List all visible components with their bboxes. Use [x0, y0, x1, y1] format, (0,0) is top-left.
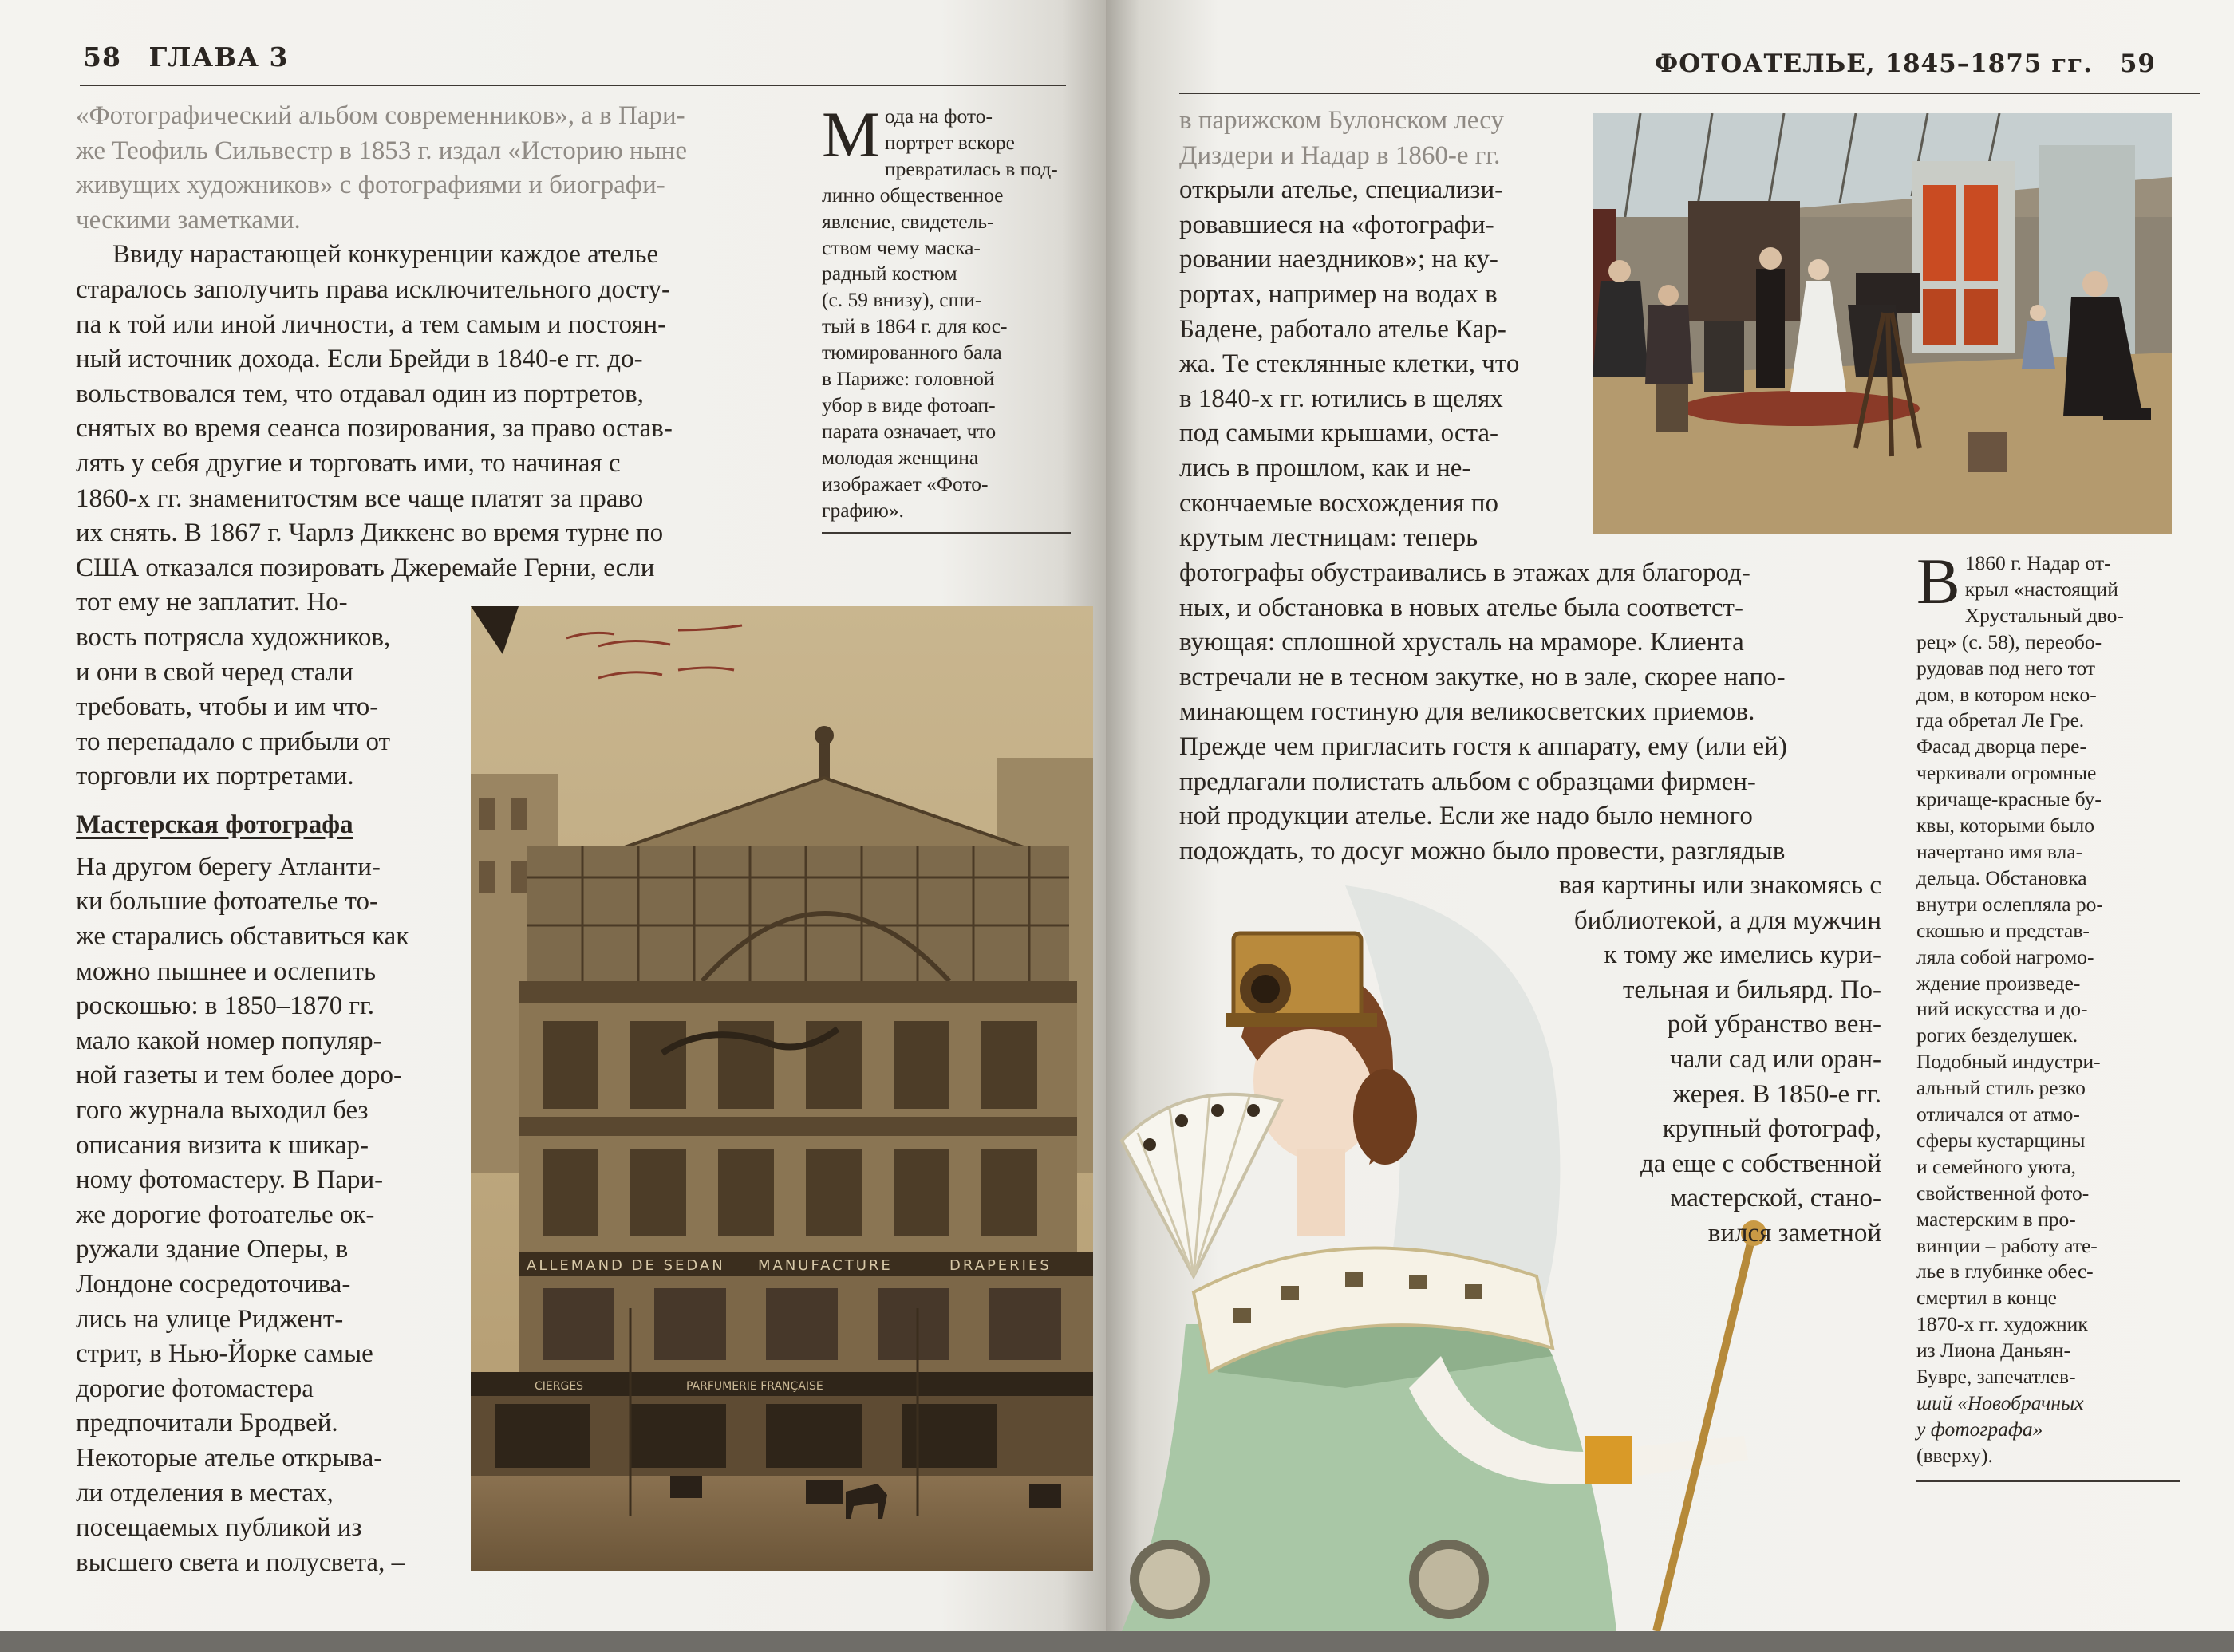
text-line: дорогие фотомастера — [76, 1374, 314, 1403]
caption-line: ший «Новобрачных — [1916, 1391, 2084, 1414]
studio-illustration — [1593, 113, 2172, 534]
right-chapter-title: ФОТОАТЕЛЬЕ, 1845–1875 гг. — [1654, 49, 2094, 78]
text-line: ружали здание Оперы, в — [76, 1235, 349, 1264]
caption-line: 1870-х гг. художник — [1916, 1312, 2088, 1336]
caption-line: портрет вскоре — [884, 130, 1015, 154]
text-line: ли отделения в местах, — [76, 1478, 334, 1508]
text-line: па к той или иной личности, а тем самым и постоян- — [76, 310, 667, 339]
text-line: лять у себя другие и торговать ими, то начиная с — [76, 448, 621, 478]
caption-line: отличался от атмо- — [1916, 1102, 2080, 1126]
sign-text: ALLEMAND DE SEDAN — [527, 1257, 725, 1274]
text-line: гого журнала выходил без — [76, 1096, 369, 1126]
text-line: минающем гостиную для великосветских приемов. — [1179, 697, 1755, 727]
caption-line: сферы кустарщины — [1916, 1128, 2086, 1152]
caption-line: 1860 г. Надар от- — [1964, 551, 2111, 574]
right-page — [1106, 0, 2234, 1631]
caption-line: рудовав под него тот — [1916, 656, 2096, 680]
caption-line: скошью и представ- — [1916, 918, 2090, 942]
text-line: да еще с собственной — [1640, 1149, 1881, 1178]
text-line: жерея. В 1850-е гг. — [1672, 1079, 1881, 1109]
caption-line: Фасад дворца пере- — [1916, 735, 2086, 759]
text-line: мастерской, стано- — [1670, 1184, 1881, 1213]
right-running-head — [1655, 49, 2156, 78]
text-line: ному фотомастеру. В Пари- — [76, 1165, 384, 1195]
text-line: На другом берегу Атланти- — [76, 852, 381, 881]
text-line: старалось заполучить права исключительного досту- — [76, 274, 670, 304]
caption-line: радный костюм — [822, 262, 957, 286]
text-line: же Теофиль Сильвестр в 1853 г. издал «Историю ныне — [76, 136, 687, 165]
caption-line: рогих безделушек. — [1916, 1023, 2078, 1047]
left-caption-rule — [822, 532, 1071, 534]
text-line: Диздери и Надар в 1860-е гг. — [1179, 140, 1501, 170]
text-line: же старались обставиться как — [76, 922, 409, 952]
text-line: ческими заметками. — [76, 205, 301, 235]
caption-line: и семейного уюта, — [1916, 1154, 2077, 1178]
caption-line: молодая женщина — [822, 445, 979, 469]
sign-text: DRAPERIES — [949, 1257, 1052, 1274]
text-line: их снять. В 1867 г. Чарлз Диккенс во время турне по — [76, 518, 664, 548]
text-line: США отказался позировать Джеремайе Герни, если — [76, 553, 655, 582]
text-line: посещаемых публикой из — [76, 1513, 362, 1543]
text-line: открыли ателье, специализи- — [1179, 175, 1504, 205]
text-line: вость потрясла художников, — [76, 622, 391, 652]
text-line: подождать, то досуг можно было провести, разглядыв — [1179, 836, 1786, 865]
caption-line: изображает «Фото- — [822, 471, 989, 495]
subheading: Мастерская фотографа — [76, 810, 353, 839]
caption-line: квы, которыми было — [1916, 814, 2095, 838]
caption-line: из Лиона Даньян- — [1916, 1339, 2070, 1362]
text-line: ки большие фотоателье то- — [76, 887, 378, 917]
caption-line: дом, в котором некo- — [1916, 682, 2097, 706]
text-line: стрит, в Нью-Йорке самые — [76, 1339, 373, 1369]
right-page-number: 59 — [2119, 49, 2156, 78]
caption-line: ждение произведе- — [1916, 971, 2081, 995]
right-text-tapered — [1179, 869, 1881, 1252]
caption-line: у фотографа» — [1916, 1417, 2043, 1441]
text-line: тельная и бильярд. По- — [1622, 975, 1881, 1004]
caption-line: явление, свидетель- — [822, 209, 994, 233]
caption-line: линно общественное — [822, 183, 1004, 207]
caption-line: мастерским в про- — [1916, 1207, 2076, 1231]
caption-line: смертил в конце — [1916, 1286, 2057, 1310]
caption-dropcap: В — [1916, 545, 1960, 617]
text-line: чали сад или оран- — [1670, 1044, 1881, 1074]
left-caption — [822, 98, 1069, 524]
caption-line: Подобный индустри- — [1916, 1050, 2101, 1074]
text-line: и они в свой черед стали — [76, 657, 353, 687]
text-line: крупный фотограф, — [1662, 1114, 1881, 1144]
caption-line: превратилась в под- — [884, 156, 1058, 180]
right-text-top — [1179, 104, 1655, 556]
text-line: рортах, например на водах в — [1179, 279, 1498, 309]
caption-line: гда обретал Ле Гре. — [1916, 708, 2085, 732]
text-line: вольствовался тем, что отдавал один из портретов, — [76, 379, 644, 408]
building-illustration — [471, 606, 1093, 1571]
text-line: Бадене, работало ателье Кар- — [1179, 314, 1506, 344]
caption-line: убор в виде фотоап- — [822, 392, 996, 416]
text-line: требовать, чтобы и им что- — [76, 692, 379, 722]
sign-text: CIERGES — [535, 1380, 584, 1393]
text-line: Лондоне сосредоточива- — [76, 1270, 351, 1299]
text-line: роскошью: в 1850–1870 гг. — [76, 992, 375, 1021]
text-line: то перепадало с прибыли от — [76, 727, 390, 756]
text-line: ный источник дохода. Если Брейди в 1840-е гг. до- — [76, 345, 643, 374]
sign-text: MANUFACTURE — [758, 1257, 893, 1274]
text-line: Ввиду нарастающей конкуренции каждое ателье — [112, 240, 659, 270]
text-line: под самыми крышами, оста- — [1179, 419, 1499, 448]
caption-line: черкивали огромные — [1916, 761, 2097, 785]
left-chapter-title: ГЛАВА 3 — [148, 41, 289, 73]
paragraph-1 — [76, 99, 796, 238]
caption-line: Хрустальный дво- — [1964, 603, 2124, 627]
caption-line: рец» (с. 58), переобо- — [1916, 629, 2102, 653]
text-line: фотографы обустраивались в этажах для благород- — [1179, 558, 1750, 587]
caption-line: альный стиль резко — [1916, 1076, 2086, 1100]
caption-line: ний искусства и до- — [1916, 997, 2088, 1021]
text-line: снятых во время сеанса позирования, за право остав- — [76, 414, 673, 444]
text-line: в 1840-х гг. ютились в щелях — [1179, 384, 1503, 413]
left-page — [0, 0, 1106, 1631]
text-line: ровании наездников»; на ку- — [1179, 245, 1498, 274]
caption-line: дельца. Обстановка — [1916, 865, 2087, 889]
text-line: ной газеты и тем более доро- — [76, 1061, 403, 1090]
text-line: вился заметной — [1707, 1218, 1881, 1248]
caption-line: кричаще-красные бу- — [1916, 787, 2102, 811]
nadar-building-photo — [471, 606, 1093, 1571]
text-line: жа. Те стеклянные клетки, что — [1179, 349, 1520, 379]
sign-text: PARFUMERIE FRANÇAISE — [686, 1380, 823, 1393]
text-line: можно пышнее и ослепить — [76, 956, 377, 986]
text-line: в парижском Булонском лесу — [1179, 106, 1504, 135]
caption-line: (с. 59 внизу), сши- — [822, 288, 982, 312]
caption-line: графию». — [822, 498, 904, 522]
text-line: к тому же имелись кури- — [1604, 940, 1881, 970]
text-line: ных, и обстановка в новых ателье была соответст- — [1179, 593, 1743, 622]
caption-line: Бувре, запечатлев- — [1916, 1365, 2076, 1389]
left-header-rule — [80, 85, 1066, 86]
text-line: вующая: сплошной хрусталь на мраморе. Клиента — [1179, 628, 1744, 657]
caption-line: свойственной фото- — [1916, 1181, 2090, 1205]
caption-line: винции – работу ате- — [1916, 1233, 2098, 1257]
newlyweds-painting — [1593, 113, 2172, 534]
right-header-rule — [1179, 93, 2200, 94]
text-line: лись в прошлом, как и не- — [1179, 453, 1471, 483]
text-line: библиотекой, а для мужчин — [1573, 905, 1881, 935]
text-line: живущих художников» с фотографиями и биографи- — [76, 171, 665, 200]
text-line: предлагали полистать альбом с образцами фирмен- — [1179, 767, 1756, 796]
caption-line: ода на фото- — [884, 104, 993, 128]
text-line: «Фотографический альбом современников», а в Пари- — [76, 101, 685, 130]
text-line: тот ему не заплатит. Но- — [76, 588, 348, 617]
caption-line: в Париже: головной — [822, 367, 995, 391]
caption-line: ством чему маска- — [822, 235, 981, 259]
caption-line: внутри ослепляла ро- — [1916, 892, 2103, 916]
text-line: описания визита к шикар- — [76, 1130, 369, 1160]
text-line: лись на улице Риджент- — [76, 1304, 344, 1334]
text-line: ной продукции ателье. Если же надо было немного — [1179, 802, 1753, 831]
text-line: вая картины или знакомясь с — [1559, 871, 1881, 900]
text-line: мало какой номер популяр- — [76, 1026, 382, 1055]
caption-line: начертано имя вла- — [1916, 839, 2083, 863]
right-text-wide — [1179, 556, 1881, 869]
text-line: предпочитали Бродвей. — [76, 1409, 338, 1438]
right-caption-rule — [1916, 1480, 2180, 1482]
text-line: скончаемые восхождения по — [1179, 488, 1498, 518]
caption-line: лье в глубинке обес- — [1916, 1260, 2094, 1283]
caption-line: тюмированного бала — [822, 341, 1002, 365]
caption-line: тый в 1864 г. для кос- — [822, 314, 1008, 338]
text-line: 1860-х гг. знаменитостям все чаще платят за право — [76, 483, 644, 513]
text-line: рой убранство вен- — [1667, 1010, 1881, 1039]
caption-line: парата означает, что — [822, 419, 997, 443]
text-line: крутым лестницам: теперь — [1179, 523, 1478, 553]
text-line: Прежде чем пригласить гостя к аппарату, ему (или ей) — [1179, 731, 1787, 761]
text-line: Некоторые ателье открыва- — [76, 1443, 383, 1473]
left-running-head — [83, 41, 289, 73]
caption-line: ляла собой нагромо- — [1916, 944, 2094, 968]
text-line: торговли их портретами. — [76, 762, 354, 791]
right-caption — [1916, 545, 2180, 1469]
caption-line: (вверху). — [1916, 1443, 1993, 1467]
text-line: высшего света и полусвета, – — [76, 1548, 405, 1577]
left-page-number: 58 — [83, 41, 121, 73]
text-line: ровавшиеся на «фотографи- — [1179, 210, 1494, 239]
caption-line: крыл «настоящий — [1964, 577, 2118, 601]
caption-dropcap: М — [822, 98, 880, 171]
text-line: встречали не в тесном закутке, но в зале, скорее напо- — [1179, 662, 1786, 692]
text-line: же дорогие фотоателье ок- — [76, 1200, 375, 1229]
